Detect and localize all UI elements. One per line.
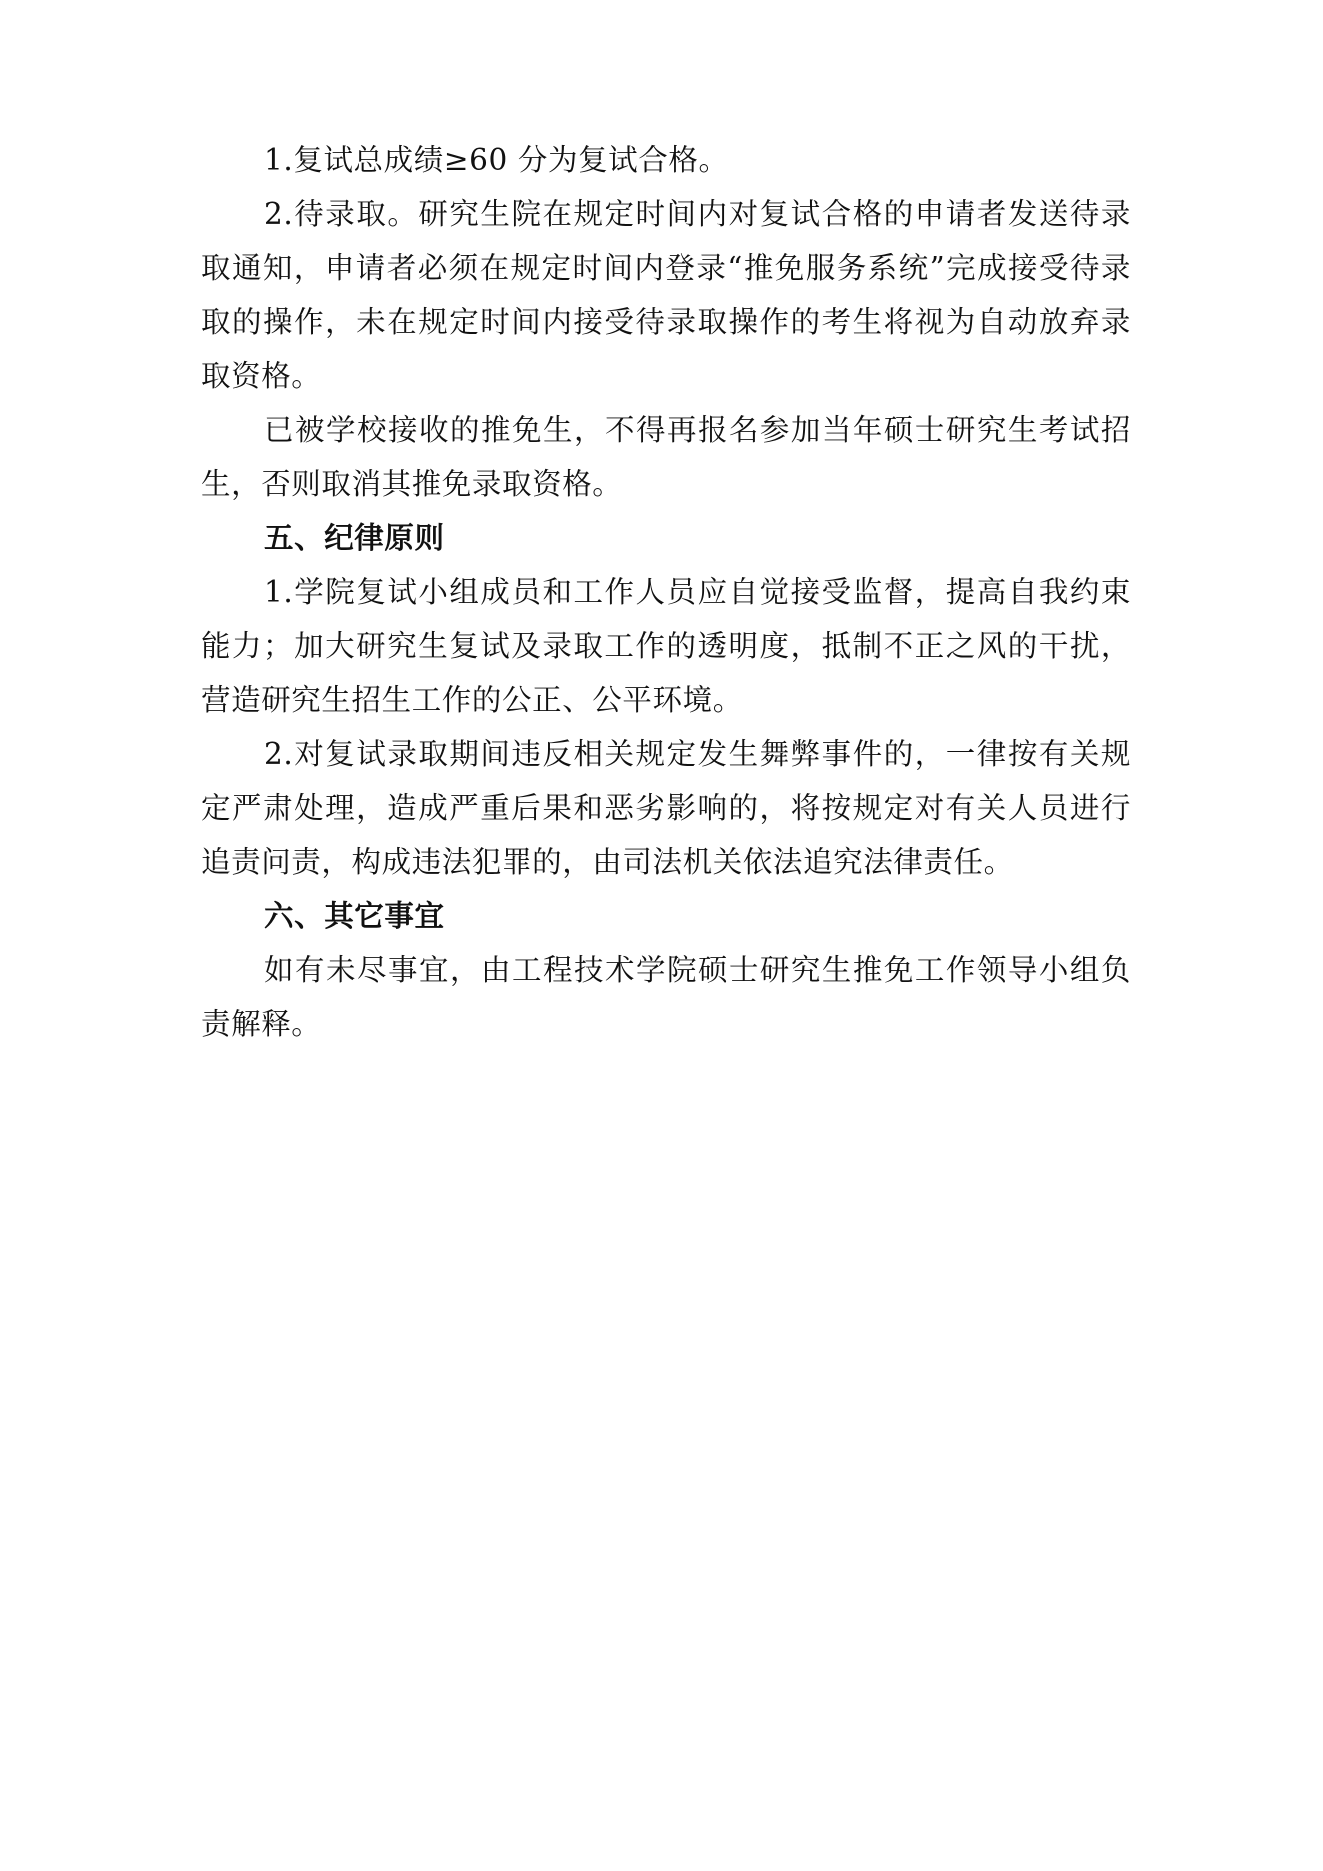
section-heading-discipline: 五、纪律原则 xyxy=(264,521,445,555)
paragraph-violations: 2.对复试录取期间违反相关规定发生舞弊事件的，一律按有关规定严肃处理，造成严重后果和恶劣影响的，将按规定对有关人员进行追责问责，构成违法犯罪的，由司法机关依法追究法律责任。 xyxy=(201,737,1131,879)
paragraph-supervision: 1.学院复试小组成员和工作人员应自觉接受监督，提高自我约束能力；加大研究生复试及录取工作的透明度，抵制不正之风的干扰，营造研究生招生工作的公正、公平环境。 xyxy=(201,575,1131,717)
paragraph-pending-admission: 2.待录取。研究生院在规定时间内对复试合格的申请者发送待录取通知，申请者必须在规定时间内登录“推免服务系统”完成接受待录取的操作，未在规定时间内接受待录取操作的考生将视为自动放弃录取资格。 xyxy=(201,197,1131,393)
paragraph-passing-score: 1.复试总成绩≥60 分为复试合格。 xyxy=(264,143,729,177)
paragraph-interpretation: 如有未尽事宜，由工程技术学院硕士研究生推免工作领导小组负责解释。 xyxy=(201,953,1131,1041)
paragraph-accepted-students: 已被学校接收的推免生，不得再报名参加当年硕士研究生考试招生，否则取消其推免录取资格。 xyxy=(201,413,1131,501)
section-heading-other-matters: 六、其它事宜 xyxy=(264,899,445,933)
document-page xyxy=(201,133,1131,1051)
